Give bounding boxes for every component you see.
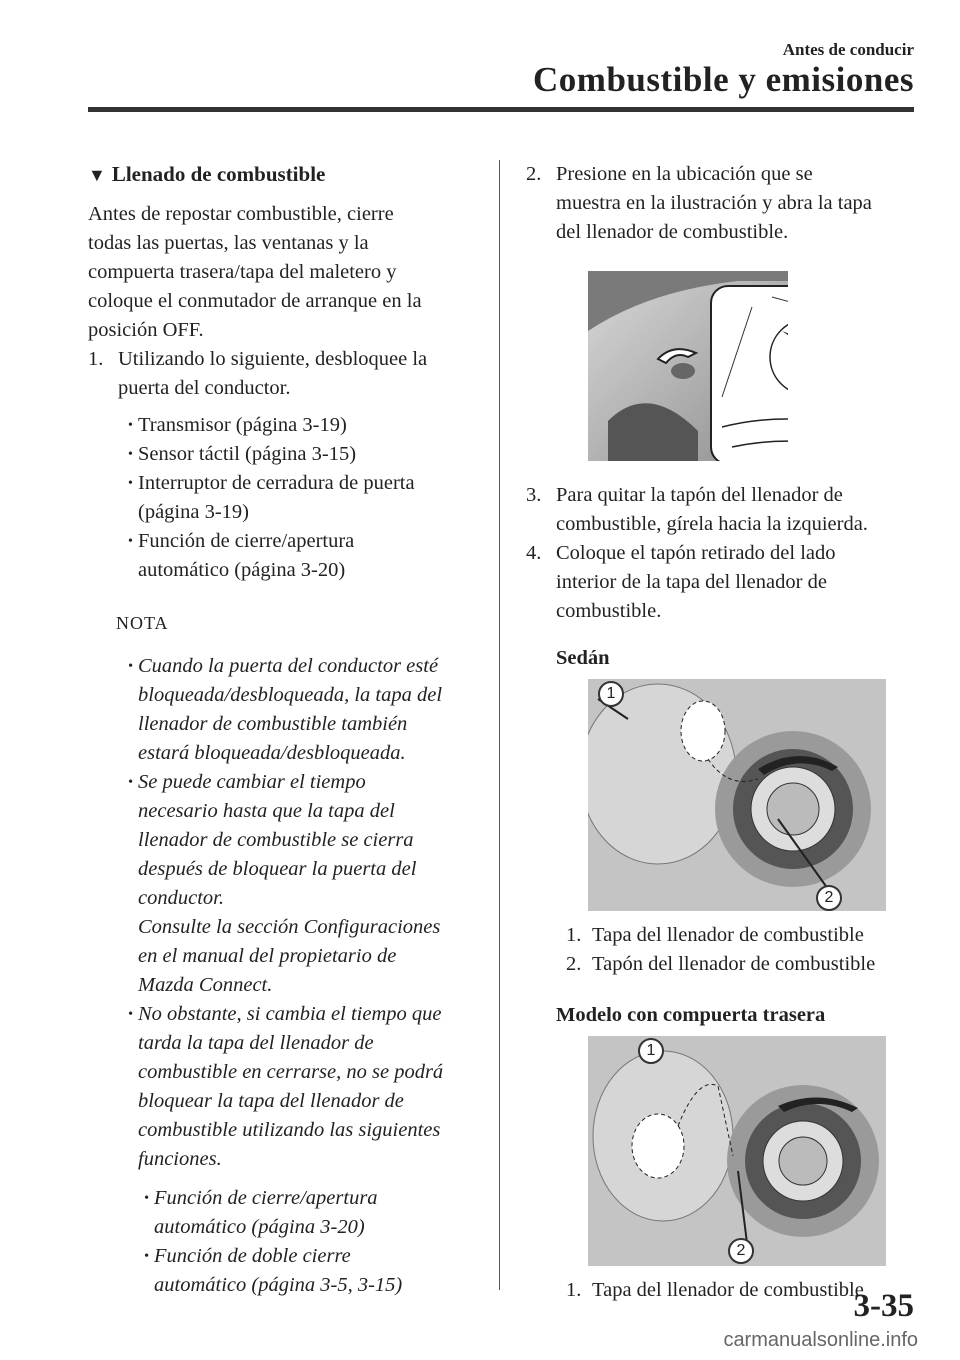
note-text: estará bloqueada/desbloqueada. <box>138 742 406 764</box>
callout-marker-2: 2 <box>816 885 842 911</box>
intro-line: compuerta trasera/tapa del maletero y <box>88 261 397 283</box>
watermark: carmanualsonline.info <box>723 1329 918 1351</box>
caption-text: Tapa del llenador de combustible <box>592 1279 864 1301</box>
fuel-door-illustration <box>588 271 788 461</box>
section-title-text: Llenado de combustible <box>111 162 326 186</box>
page-title: Combustible y emisiones <box>533 60 914 99</box>
note-text: funciones. <box>138 1148 222 1170</box>
triangle-down-icon: ▼ <box>88 165 106 185</box>
page-number: 3-35 <box>853 1288 914 1324</box>
header-subtitle: Antes de conducir <box>782 40 914 59</box>
note-item <box>128 652 483 768</box>
bullet-icon: • <box>128 775 133 790</box>
list-item-text: (página 3-19) <box>138 501 249 523</box>
caption-text: Tapón del llenador de combustible <box>592 953 876 975</box>
bullet-icon: • <box>128 659 133 674</box>
step-text: Para quitar la tapón del llenador de <box>556 484 843 506</box>
hatch-fuel-cap-illustration <box>588 1036 886 1266</box>
sub-note-text: automático (página 3-20) <box>154 1216 365 1238</box>
hatch-cap-figure <box>588 1036 886 1266</box>
step-text: Presione en la ubicación que se <box>556 163 813 185</box>
caption-number: 1. <box>566 1279 582 1301</box>
sub-note-item <box>144 1242 483 1300</box>
bullet-icon: • <box>128 447 133 462</box>
unlock-method-list <box>88 411 483 585</box>
note-text: Cuando la puerta del conductor esté <box>138 655 439 677</box>
step-text: combustible, gírela hacia la izquierda. <box>556 513 868 535</box>
callout-marker-1: 1 <box>598 681 624 707</box>
left-column <box>88 160 483 1300</box>
sedan-fuel-cap-illustration <box>588 679 886 911</box>
list-item <box>128 411 483 440</box>
caption-number: 1. <box>566 924 582 946</box>
list-item <box>128 527 483 585</box>
list-item <box>128 469 483 527</box>
note-text: llenador de combustible se cierra <box>138 829 414 851</box>
intro-paragraph <box>88 200 483 345</box>
caption-item <box>566 950 916 979</box>
step-number: 2. <box>526 163 542 185</box>
note-text: Consulte la sección Configuraciones <box>138 916 441 938</box>
callout-marker-1: 1 <box>638 1038 664 1064</box>
caption-number: 2. <box>566 953 582 975</box>
bullet-icon: • <box>144 1249 149 1264</box>
bullet-icon: • <box>128 418 133 433</box>
note-text: Se puede cambiar el tiempo <box>138 771 366 793</box>
header-divider <box>88 107 914 112</box>
sub-note-text: automático (página 3-5, 3-15) <box>154 1274 403 1296</box>
step-4 <box>526 539 916 626</box>
note-text: tarda la tapa del llenador de <box>138 1032 374 1054</box>
step-text: muestra en la ilustración y abra la tapa <box>556 192 872 214</box>
note-text: bloquear la tapa del llenador de <box>138 1090 404 1112</box>
sub-note-text: Función de doble cierre <box>154 1245 351 1267</box>
step-2 <box>526 160 916 247</box>
bullet-icon: • <box>128 1007 133 1022</box>
note-text: Mazda Connect. <box>138 974 273 996</box>
list-item-text: Sensor táctil (página 3-15) <box>138 443 357 465</box>
note-text: llenador de combustible también <box>138 713 408 735</box>
bullet-icon: • <box>128 476 133 491</box>
step-text: del llenador de combustible. <box>556 221 789 243</box>
sub-note-item <box>144 1184 483 1242</box>
list-item-text: Interruptor de cerradura de puerta <box>138 472 415 494</box>
right-column <box>526 160 916 1305</box>
step-1 <box>88 345 483 403</box>
step-number: 1. <box>88 348 104 370</box>
list-item <box>128 440 483 469</box>
step-text: interior de la tapa del llenador de <box>556 571 827 593</box>
step-text: combustible. <box>556 600 662 622</box>
sedan-heading: Sedán <box>556 647 610 669</box>
note-text: conductor. <box>138 887 224 909</box>
fuel-lid-detail <box>712 287 788 461</box>
note-text: No obstante, si cambia el tiempo que <box>138 1003 442 1025</box>
intro-line: coloque el conmutador de arranque en la <box>88 290 422 312</box>
step-text: puerta del conductor. <box>118 377 291 399</box>
sedan-captions <box>526 921 916 979</box>
zoom-callout <box>710 285 788 461</box>
sedan-cap-figure <box>588 679 886 911</box>
step-text: Coloque el tapón retirado del lado <box>556 542 836 564</box>
nota-label: NOTA <box>116 613 169 633</box>
caption-text: Tapa del llenador de combustible <box>592 924 864 946</box>
column-divider <box>499 160 500 1290</box>
note-text: en el manual del propietario de <box>138 945 397 967</box>
caption-item <box>566 921 916 950</box>
step-number: 4. <box>526 542 542 564</box>
hatch-heading: Modelo con compuerta trasera <box>556 1004 826 1026</box>
note-text: combustible en cerrarse, no se podrá <box>138 1061 444 1083</box>
note-text: después de bloquear la puerta del <box>138 858 417 880</box>
section-title <box>88 160 483 190</box>
note-text: necesario hasta que la tapa del <box>138 800 395 822</box>
notes-list <box>88 652 483 1300</box>
list-item-text: Transmisor (página 3-19) <box>138 414 347 436</box>
note-item <box>128 1000 483 1174</box>
intro-line: todas las puertas, las ventanas y la <box>88 232 369 254</box>
intro-line: Antes de repostar combustible, cierre <box>88 203 394 225</box>
list-item-text: automático (página 3-20) <box>138 559 346 581</box>
list-item-text: Función de cierre/apertura <box>138 530 355 552</box>
step-number: 3. <box>526 484 542 506</box>
bullet-icon: • <box>144 1191 149 1206</box>
step-text: Utilizando lo siguiente, desbloquee la <box>118 348 428 370</box>
bullet-icon: • <box>128 534 133 549</box>
intro-line: posición OFF. <box>88 319 204 341</box>
note-text: bloqueada/desbloqueada, la tapa del <box>138 684 443 706</box>
note-text: combustible utilizando las siguientes <box>138 1119 441 1141</box>
note-item <box>128 768 483 1000</box>
sub-note-text: Función de cierre/apertura <box>154 1187 378 1209</box>
callout-marker-2: 2 <box>728 1238 754 1264</box>
step-3 <box>526 481 916 539</box>
